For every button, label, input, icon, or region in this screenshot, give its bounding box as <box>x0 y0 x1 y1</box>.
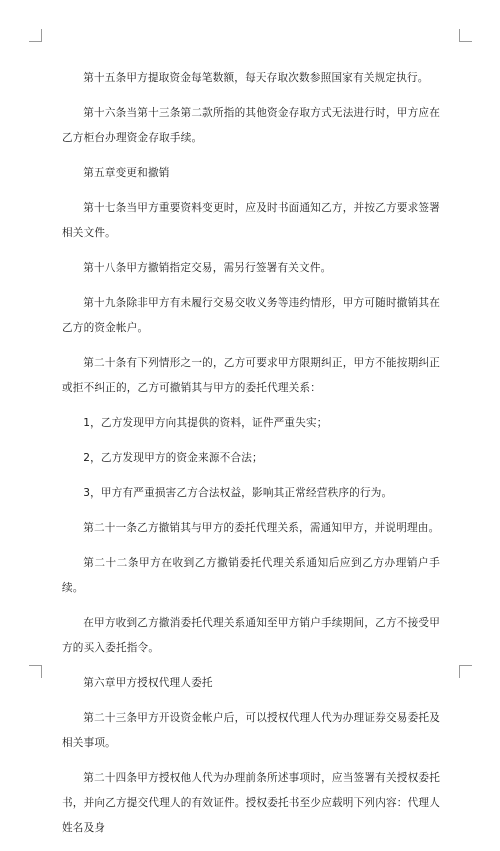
chapter-heading-6: 第六章甲方授权代理人委托 <box>83 677 213 689</box>
paragraph-article-22-continued: 在甲方收到乙方撤消委托代理关系通知至甲方销户手续期间，乙方不接受甲方的买入委托指令。 <box>62 617 440 654</box>
document-body <box>62 66 440 851</box>
list-item-3: 3，甲方有严重损害乙方合法权益，影响其正常经营秩序的行为。 <box>83 487 393 499</box>
paragraph-article-21: 第二十一条乙方撤销其与甲方的委托代理关系，需通知甲方，并说明理由。 <box>83 522 440 534</box>
paragraph-article-17: 第十七条当甲方重要资料变更时，应及时书面通知乙方，并按乙方要求签署相关文件。 <box>62 202 440 239</box>
paragraph-article-24: 第二十四条甲方授权他人代为办理前条所述事项时，应当签署有关授权委托书，并向乙方提交代理人的有效证件。授权委托书至少应载明下列内容：代理人姓名及身 <box>62 772 440 834</box>
paragraph-article-22: 第二十二条甲方在收到乙方撤销委托代理关系通知后应到乙方办理销户手续。 <box>62 557 440 594</box>
list-item-2: 2，乙方发现甲方的资金来源不合法； <box>83 452 263 464</box>
crop-mark-top-left <box>29 29 42 42</box>
paragraph-article-19: 第十九条除非甲方有未履行交易交收义务等违约情形，甲方可随时撤销其在乙方的资金帐户。 <box>62 297 440 334</box>
paragraph-article-18: 第十八条甲方撤销指定交易，需另行签署有关文件。 <box>83 262 332 274</box>
paragraph-article-20: 第二十条有下列情形之一的，乙方可要求甲方限期纠正，甲方不能按期纠正或拒不纠正的，乙方可撤销其与甲方的委托代理关系： <box>62 357 440 394</box>
crop-mark-bottom-right <box>459 665 472 678</box>
chapter-heading-5: 第五章变更和撤销 <box>83 167 170 179</box>
paragraph-article-16: 第十六条当第十三条第二款所指的其他资金存取方式无法进行时，甲方应在乙方柜台办理资金存取手续。 <box>62 107 440 144</box>
paragraph-article-23: 第二十三条甲方开设资金帐户后，可以授权代理人代为办理证券交易委托及相关事项。 <box>62 712 440 749</box>
crop-mark-top-right <box>459 29 472 42</box>
crop-mark-bottom-left <box>29 665 42 678</box>
paragraph-article-15: 第十五条甲方提取资金每笔数额，每天存取次数参照国家有关规定执行。 <box>83 72 429 84</box>
list-item-1: 1，乙方发现甲方向其提供的资料，证件严重失实； <box>83 417 328 429</box>
